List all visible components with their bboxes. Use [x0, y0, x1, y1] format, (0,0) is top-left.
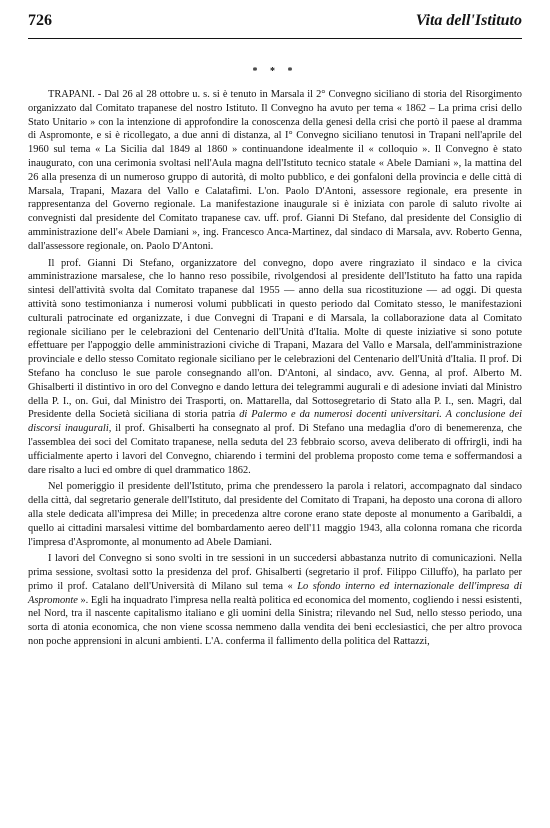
paragraph-text: Nel pomeriggio il presidente dell'Istituto, prima che prendessero la parola i relatori, accompagnato dal sindaco della città, dal segretario generale dell'Istituto, dal presidente del Comitato di Trapani, ha deposto una corona di alloro alla stele dedicata all'impresa dei Mille; in precedenza altre corone erano state deposte al monumento a Garibaldi, a quello ai cittadini marsalesi vittime del bombardamento aereo dell'11 maggio 1943, alla colonna romana che ricorda l'impresa d'Aspromonte, al monumento ad Abele Damiani. — [28, 481, 522, 548]
italic-text: Lo sfondo interno ed internazionale dell'impresa di Aspromonte — [28, 580, 522, 606]
paragraph-text: I lavori del Convegno si sono svolti in tre sessioni in un succedersi abbastanza nutrito di comunicazioni. Nella prima sessione, svoltasi sotto la presidenza del prof. Ghisalberti (segretario il prof. Filippo Cilluffo), ha parlato per primo il prof. Catalano dell'Università di Milano sul tema « — [28, 553, 522, 592]
section-separator: * * * — [252, 66, 298, 77]
article-body — [28, 88, 522, 652]
paragraph — [28, 480, 522, 549]
page-number: 726 — [28, 12, 52, 29]
paragraph — [28, 88, 522, 254]
paragraph-text: TRAPANI. - Dal 26 al 28 ottobre u. s. si è tenuto in Marsala il 2° Convegno siciliano di storia del Risorgimento organizzato dal Comitato trapanese del nostro Istituto. Il Convegno ha avuto per tema « 1862 – La prima crisi dello Stato Unitario » con la intenzione di approfondire la conoscenza della genesi della crisi che portò il paese al dramma di Aspromonte, e si è ricollegato, a due anni di distanza, al I° Convegno siciliano tenutosi in Trapani nell'aprile del 1960 sul tema « La Sicilia dal 1849 al 1860 » continuandone idealmente il « colloquio ». Il Convegno è stato inaugurato, con una cerimonia svoltasi nell'Aula magna dell'Istituto tecnico statale « Abele Damiani », la mattina del 26 alla presenza di un numeroso gruppo di autorità, di molto pubblico, e dei gonfaloni della provincia e delle città di Marsala, Trapani, Mazara del Vallo e Calatafimi. L'on. Paolo D'Antoni, assessore regionale, era presente in rappresentanza del Governo regionale. La manifestazione inaugurale si è iniziata con parole di saluto rivolte ai convegnisti dal presidente del Comitato trapanese cav. uff. prof. Gianni Di Stefano, dal presidente del Consiglio di amministrazione dell'« Abele Damiani », ing. Francesco Anca-Martinez, dal sindaco di Marsala, avv. Roberto Genna, dall'assessore regionale, on. Paolo D'Antoni. — [28, 89, 522, 252]
paragraph — [28, 257, 522, 478]
page — [28, 8, 522, 648]
paragraph — [28, 552, 522, 649]
paragraph-text: ». Egli ha inquadrato l'impresa nella realtà politica ed economica del momento, cogliendo i nessi esistenti, nel Nord, tra il nascente capitalismo italiano e gli uomini della Sinistra; rilevando nel Sud, nello stesso periodo, una sorta di atonia economica, che non viene scossa nemmeno dalla vendita dei beni ecclesiastici, che per altro provoca non poche apprensioni in alcuni ambienti. L'A. conferma il fallimento della politica del Rattazzi, — [28, 594, 522, 648]
paragraph-text: Il prof. Gianni Di Stefano, organizzatore del convegno, dopo avere ringraziato il sindaco e la civica amministrazione marsalese, che lo hanno reso possibile, rivolgendosi al presidente dell'Istituto ha fatto una rapida sintesi dell'attività svolta dal Comitato trapanese dal 1955 — anno della sua ricostituzione — ad oggi. Di questa attività sono testimonianza i numerosi volumi pubblicati in questo periodo dal Comitato stesso, le manifestazioni culturali patrocinate ed organizzate, i due Convegni di Trapani e di Marsala, la collaborazione data al Comitato regionale siciliano per le celebrazioni del Centenario dell'Unità d'Italia. Molte di queste iniziative si sono potute effettuare per l'appoggio delle amministrazioni civiche di Trapani, Mazara del Vallo e Marsala, dell'amministrazione provinciale e dello stesso Comitato regionale siciliano per le celebrazioni del Centenario dell'Unità d'Italia. Il prof. Di Stefano ha concluso le sue parole consegnando all'on. D'Antoni, al sindaco, avv. Genna, al prof. Alberto M. Ghisalberti il distintivo in oro del Convegno e dando lettura dei telegrammi augurali e di adesione inviati dal Ministro della P. I., on. Gui, dal Ministro dei Trasporti, on. Mattarella, dal Sottosegretario di Stato alla P. I., sen. Magrì, dal Presidente della Società siciliana di storia patria — [28, 257, 522, 421]
italic-text: di Palermo e da numerosi docenti universitari. A conclusione dei discorsi inaugurali, — [28, 409, 522, 435]
header-rule — [28, 38, 522, 39]
running-head: Vita dell'Istituto — [415, 12, 522, 29]
page-header — [28, 8, 522, 30]
paragraph-text: il prof. Ghisalberti ha consegnato al prof. Di Stefano una medaglia d'oro di benemerenza, che l'assemblea dei soci del Comitato trapanese, nella seduta del 23 febbraio scorso, aveva deliberato di offrirgli, indi ha ufficialmente aperto i lavori del Convegno, chiarendo i termini del problema proposto come tema e soffermandosi a dare risalto a luci ed ombre di quel drammatico 1862. — [28, 423, 522, 476]
